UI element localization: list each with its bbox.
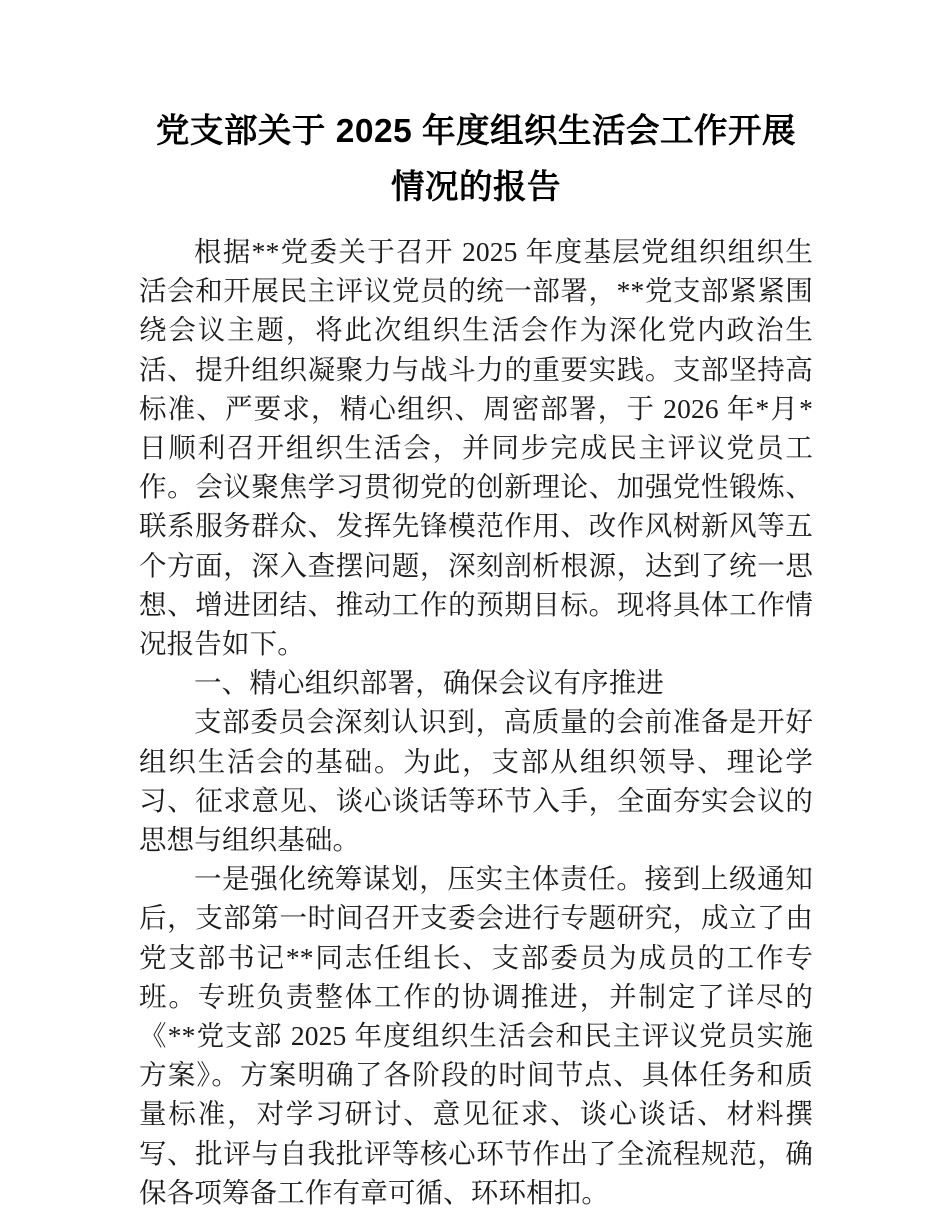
paragraph-section1-point1: 一是强化统筹谋划，压实主体责任。接到上级通知后，支部第一时间召开支委会进行专题研究，成立了由党支部书记**同志任组长、支部委员为成员的工作专班。专班负责整体工作的协调推进，并制定了详尽的《**党支部 2025 年度组织生活会和民主评议党员实施方案》。方案明确了各阶段的时间节点、具体任务和质量标准，对学习研讨、意见征求、谈心谈话、材料撰写、批评与自我批评等核心环节作出了全流程规范，确保各项筹备工作有章可循、环环相扣。 — [139, 863, 813, 1208]
paragraph-opening: 根据**党委关于召开 2025 年度基层党组织组织生活会和开展民主评议党员的统一部署，**党支部紧紧围绕会议主题，将此次组织生活会作为深化党内政治生活、提升组织凝聚力与战斗力的重要实践。支部坚持高标准、严要求，精心组织、周密部署，于 2026 年*月*日顺利召开组织生活会，并同步完成民主评议党员工作。会议聚焦学习贯彻党的创新理论、加强党性锻炼、联系服务群众、发挥先锋模范作用、改作风树新风等五个方面，深入查摆问题，深刻剖析根源，达到了统一思想、增进团结、推动工作的预期目标。现将具体工作情况报告如下。 — [139, 236, 813, 660]
section-heading-1: 一、精心组织部署，确保会议有序推进 — [194, 667, 665, 699]
page-title: 党支部关于 2025 年度组织生活会工作开展情况的报告 — [155, 113, 797, 206]
paragraph-section1-intro: 支部委员会深刻认识到，高质量的会前准备是开好组织生活会的基础。为此，支部从组织领导、理论学习、征求意见、谈心谈话等环节入手，全面夯实会议的思想与组织基础。 — [139, 706, 813, 856]
document-body — [139, 104, 813, 1212]
